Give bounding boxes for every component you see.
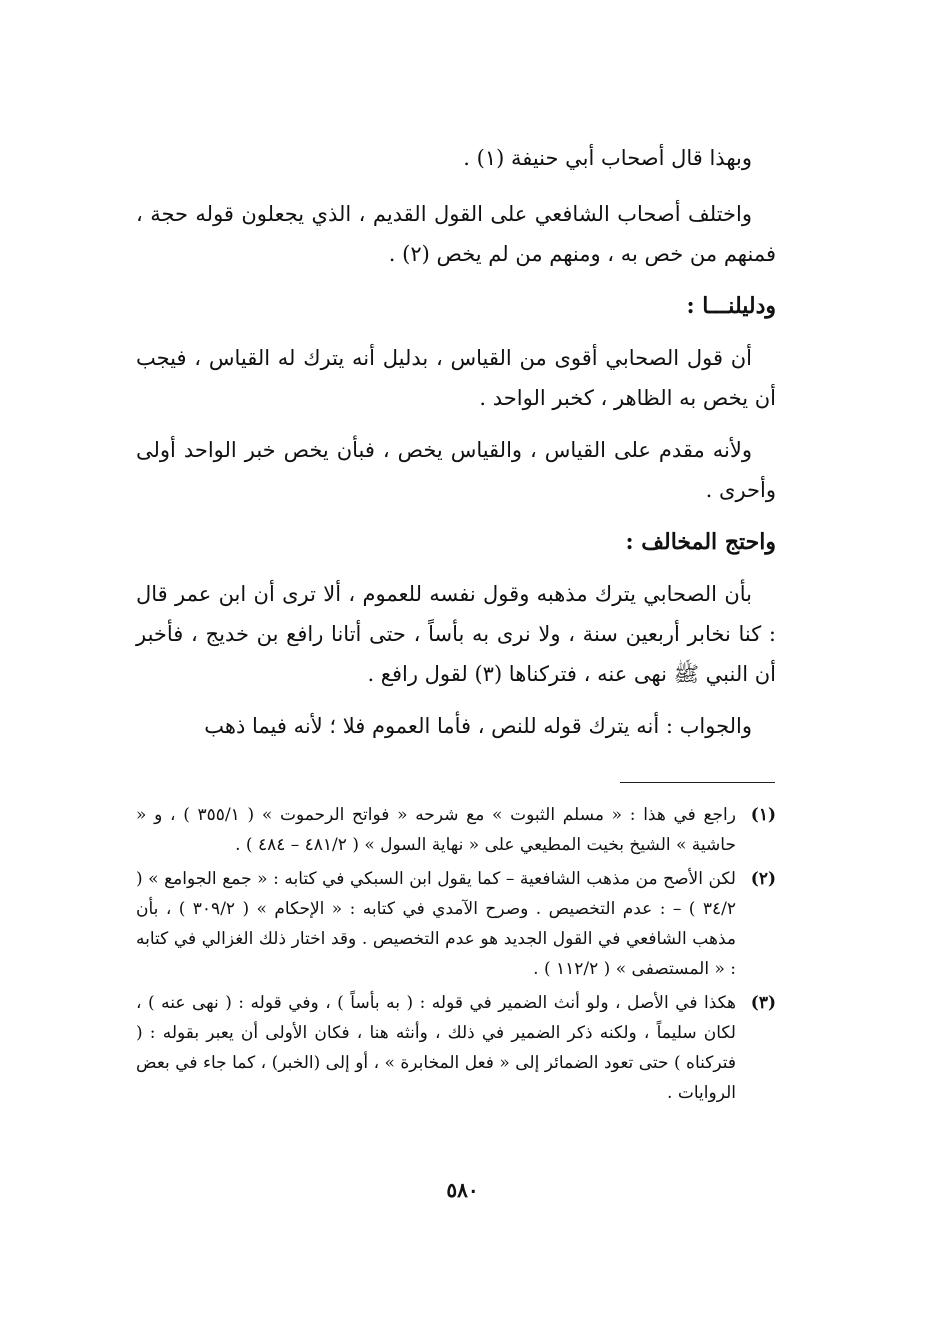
footnote-text: لكن الأصح من مذهب الشافعية – كما يقول ابن السبكي في كتابه : « جمع الجوامع » ( ٣٤/٢ ) – : عدم التخصيص . وصرح الآمدي في كتابه : « الإحكام » ( ٣٠٩/٢ ) ، بأن مذهب الشافعي في القول الجديد هو عدم التخصيص . وقد اختار ذلك الغزالي في كتابه : « المستصفى » ( ١١٢/٢ ) .	[136, 869, 736, 979]
footnote	[136, 800, 776, 860]
paragraph-answer: والجواب : أنه يترك قوله للنص ، فأما العموم فلا ؛ لأنه فيما ذهب	[204, 714, 752, 738]
paragraph-opponent-argument: بأن الصحابي يترك مذهبه وقول نفسه للعموم ، ألا ترى أن ابن عمر قال : كنا نخابر أربعين سنة ، ولا نرى به بأساً ، حتى أتانا رافع بن خديج ، فأخبر أن النبي ﷺ نهى عنه ، فتركناها (٣) لقول رافع .	[136, 582, 776, 686]
footnote-number: (٣)	[750, 993, 776, 1013]
footnote-separator	[620, 782, 775, 783]
footnote	[136, 864, 776, 984]
footnote-text: هكذا في الأصل ، ولو أنث الضمير في قوله : ( به بأساً ) ، وفي قوله : ( نهى عنه ) ، لكان سليماً ، ولكنه ذكر الضمير في ذلك ، وأنثه هنا ، فكان الأولى أن يعبر بقوله : ( فتركناه ) حتى تعود الضمائر إلى « فعل المخابرة » ، أو إلى (الخبر) ، كما جاء في بعض الروايات .	[136, 993, 736, 1103]
heading-opponent-argument: واحتج المخالف :	[625, 529, 776, 555]
page-number: ٥٨٠	[446, 1178, 479, 1202]
footnotes	[136, 800, 776, 1112]
main-text	[136, 138, 776, 758]
footnote-number: (١)	[750, 805, 776, 825]
paragraph-shafii-disagreement: واختلف أصحاب الشافعي على القول القديم ، الذي يجعلون قوله حجة ، فمنهم من خص به ، ومنهم من لم يخص (٢) .	[136, 202, 776, 266]
heading-our-evidence: ودليلنـــا :	[686, 293, 776, 319]
paragraph-evidence-1: أن قول الصحابي أقوى من القياس ، بدليل أنه يترك له القياس ، فيجب أن يخص به الظاهر ، كخبر الواحد .	[136, 346, 776, 410]
paragraph-evidence-2: ولأنه مقدم على القياس ، والقياس يخص ، فبأن يخص خبر الواحد أولى وأحرى .	[136, 438, 776, 502]
footnote-text: راجع في هذا : « مسلم الثبوت » مع شرحه « فواتح الرحموت » ( ٣٥٥/١ ) ، و « حاشية » الشيخ بخيت المطيعي على « نهاية السول » ( ٤٨١/٢ – ٤٨٤ ) .	[136, 805, 736, 855]
footnote	[136, 988, 776, 1108]
footnote-number: (٢)	[750, 869, 776, 889]
paragraph-hanafi-view: وبهذا قال أصحاب أبي حنيفة (١) .	[463, 146, 752, 170]
